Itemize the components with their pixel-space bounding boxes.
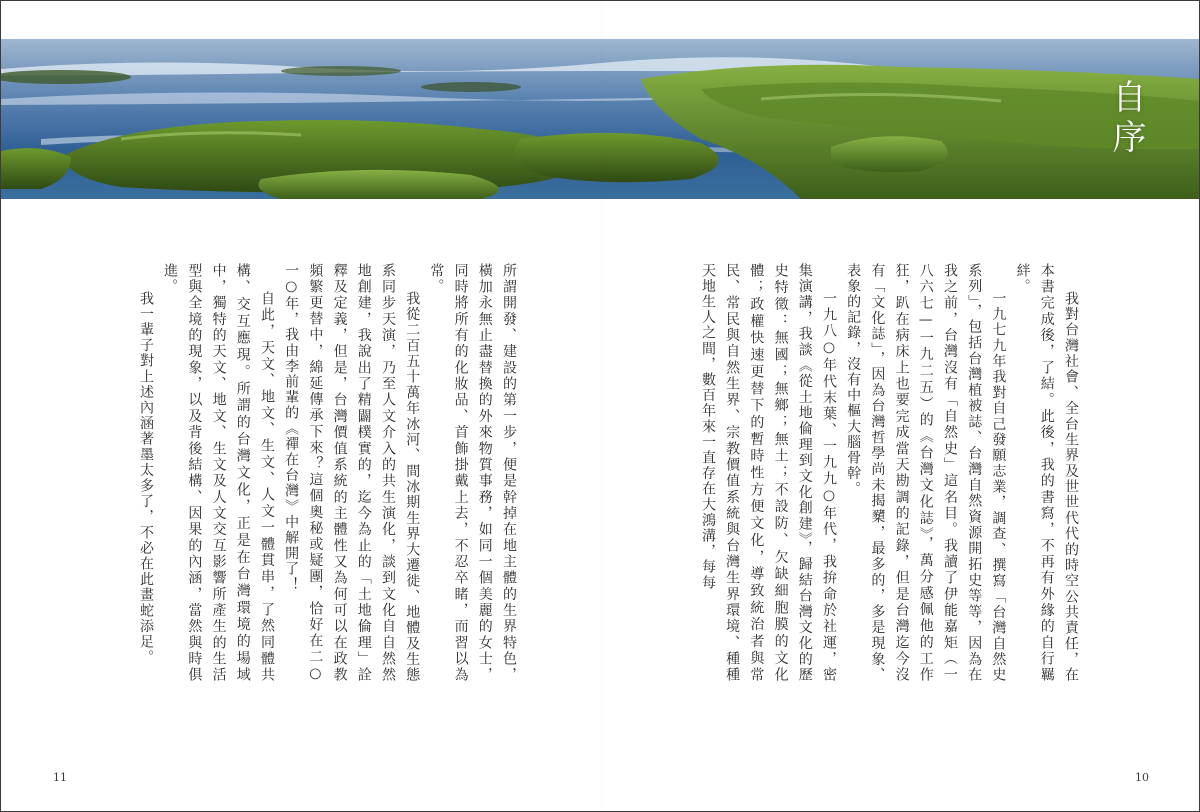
- paragraph: 我對台灣社會、全台生界及世世代代的時空公共責任，在本書完成後，了結。此後，我的書寫，不再有外緣的自行羈絆。: [1014, 263, 1079, 683]
- paragraph: 一九七九年我對自己發願志業，調查、撰寫「台灣自然史系列」，包括台灣植被誌、台灣自然資源開拓史等等，因為在我之前，台灣沒有「自然史」這名目。我讀了伊能嘉矩（一八六七—一九二五）的《台灣文化誌》，萬分感佩他的工作狂，趴在病床上也要完成當天勘調的記錄，但是台灣迄今沒有「文化誌」，因為台灣哲學尚未揭櫫，最多的，多是現象、表象的記錄，沒有中樞大腦骨幹。: [845, 263, 1007, 683]
- paragraph: 我從二百五十萬年冰河、間冰期生界大遷徙、地體及生態系同步天演，乃至人文介入的共生演化，談到文化自自然然地創建，我說出了精闢樸實的，迄今為止的「土地倫理」詮釋及定義，但是，台灣價值系統的主體性又為何可以在政教頻繁更替中，綿延傳承下來？這個奧秘或疑團，恰好在二○一○年，我由李前輩的《禪在台灣》中解開了！: [283, 263, 421, 683]
- section-title: 自序: [1106, 79, 1146, 159]
- page-gutter: [601, 1, 602, 812]
- paragraph: 自此，天文、地文、生文、人文一體貫串，了然同體共構、交互應現。所謂的台灣文化，正是在台灣環境的場域中，獨特的天文、地文、生文及人文交互影響所產生的生活型與全境的現象，以及背後結構、因果的內涵，當然與時俱進。: [162, 263, 275, 683]
- paragraph: 一九八○年代末葉、一九九○年代，我拚命於社運，密集演講，我談《從土地倫理到文化創建》，歸結台灣文化的歷史特徵：無國；無鄉；無土；不設防、欠缺細胞膜的文化體；政權快速更替下的暫時性方便文化，導致統治者與常民、常民與自然生界、宗教價值系統與台灣生界環境、種種天地生人之間，數百年來一直存在大鴻溝，每每: [699, 263, 837, 683]
- page-number-left: 11: [53, 771, 67, 784]
- paragraph: 所謂開發、建設的第一步，便是幹掉在地主體的生界特色，橫加永無止盡替換的外來物質事務，如同一個美麗的女士，同時將所有的化妝品、首飾掛戴上去，不忍卒睹，而習以為常。: [428, 263, 517, 683]
- paragraph: 我一輩子對上述內涵著墨太多了，不必在此畫蛇添足。: [137, 291, 154, 666]
- page-number-right: 10: [1135, 771, 1149, 784]
- left-page-text: [129, 263, 521, 683]
- right-page-text: [693, 263, 1083, 683]
